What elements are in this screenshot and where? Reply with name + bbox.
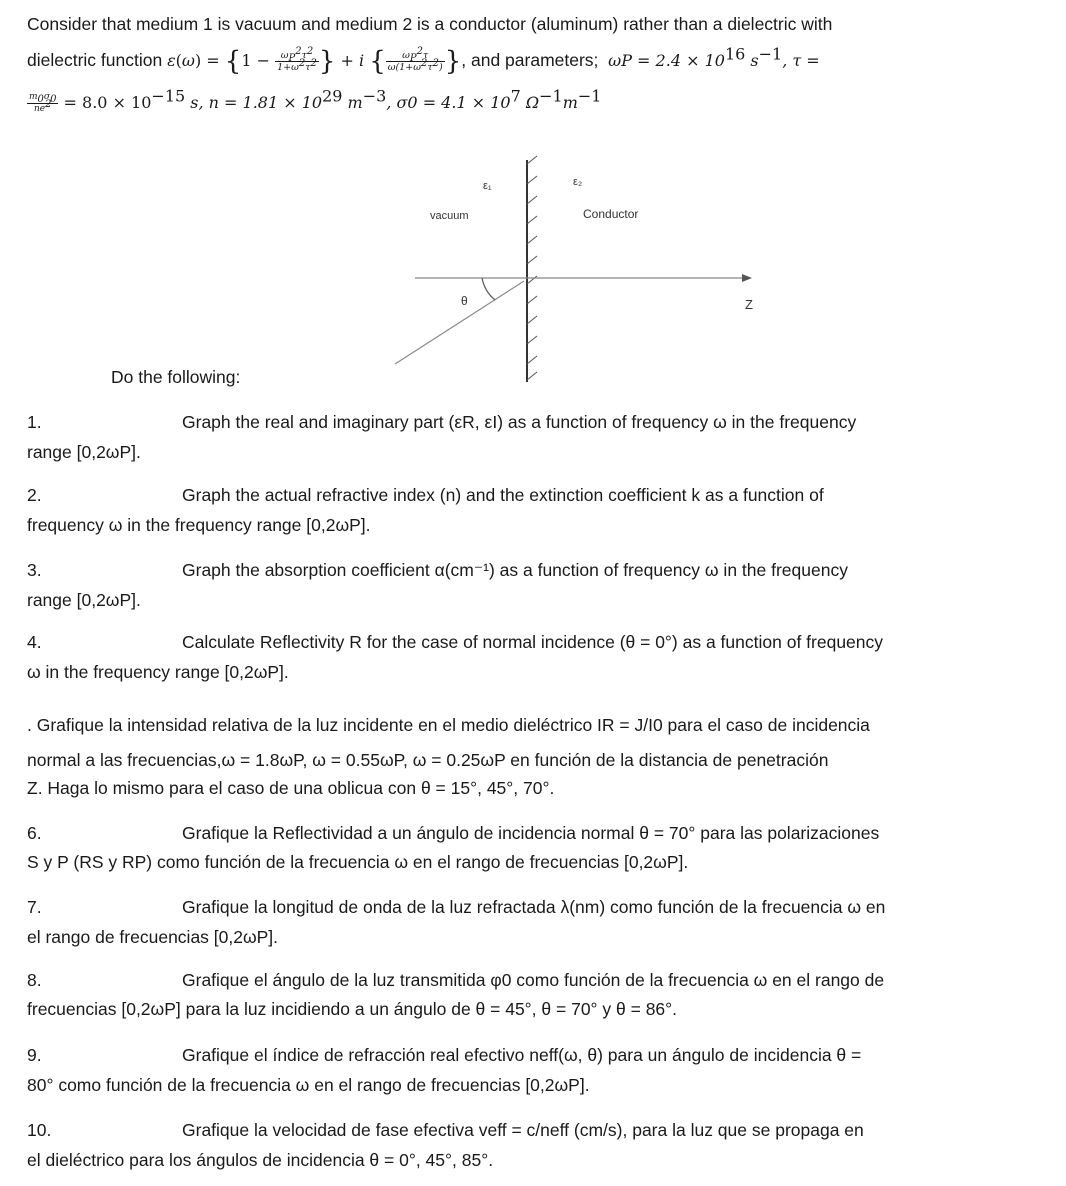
n-exp: 29	[322, 86, 343, 106]
item-4-line-2: ω in the frequency range [0,2ωP].	[27, 662, 289, 682]
omega-p-unit: s	[745, 51, 759, 71]
sigma-unit-exp: −1	[539, 86, 563, 106]
z-axis-label: Z	[745, 297, 753, 312]
item-5-line-1: . Grafique la intensidad relativa de la luz incidente en el medio dieléctrico IR = J/I0 para el caso de incidencia	[27, 715, 870, 735]
boundary-hatching	[527, 156, 537, 380]
item-2-number: 2.	[27, 485, 42, 505]
item-4-number: 4.	[27, 632, 42, 652]
intro-dielectric-label: dielectric function	[27, 50, 168, 71]
sigma-unit2-exp: −1	[577, 86, 602, 106]
item-5-line-2: normal a las frecuencias,ω = 1.8ωP, ω = 0.55ωP, ω = 0.25ωP en función de la distancia de penetración	[27, 750, 829, 770]
theta-label: θ	[461, 294, 468, 308]
item-10-line-1: Grafique la velocidad de fase efectiva veff = c/neff (cm/s), para la luz que se propaga en	[182, 1120, 864, 1140]
item-9-line-2: 80° como función de la frecuencia ω en el rango de frecuencias [0,2ωP].	[27, 1075, 590, 1095]
eps2-label: ε₂	[573, 176, 583, 188]
sigma-unit2: m	[562, 93, 578, 113]
item-3-number: 3.	[27, 560, 42, 580]
item-8-number: 8.	[27, 970, 42, 990]
item-3-line-1: Graph the absorption coefficient α(cm⁻¹) as a function of frequency ω in the frequency	[182, 560, 848, 580]
item-4-line-1: Calculate Reflectivity R for the case of normal incidence (θ = 0°) as a function of frequency	[182, 632, 884, 652]
tau-exp: −15	[151, 86, 186, 106]
item-3-line-2: range [0,2ωP].	[27, 590, 141, 610]
intro-line-2: dielectric function ε(ω) = {1 − $\frac{\omega_P^2\tau^2}{1+\omega^2\tau^2}$ } + i { $\frac{\omega_P^2\tau}{\omega(1+\omega^2\tau^2)}$ }, and parameters; $\omega P = 2.4 \times 10^{16}$ $s^{-1}$, τ =	[27, 44, 820, 77]
n-value: s, n = 1.81 × 10	[185, 93, 323, 113]
item-2-line-1: Graph the actual refractive index (n) and the extinction coefficient k as a function of	[182, 485, 824, 505]
item-10-line-2: el dieléctrico para los ángulos de incidencia θ = 0°, 45°, 85°.	[27, 1150, 494, 1170]
item-1-line-1: Graph the real and imaginary part (εR, εI) as a function of frequency ω in the frequency	[182, 412, 857, 432]
tau-value: = 8.0 × 10	[58, 93, 152, 113]
item-6-line-2: S y P (RS y RP) como función de la frecuencia ω en el rango de frecuencias [0,2ωP].	[27, 852, 689, 872]
sigma-exp: 7	[510, 86, 521, 106]
do-following-label: Do the following:	[111, 367, 241, 387]
sigma-unit: Ω	[520, 93, 540, 113]
eps1-label: ε₁	[483, 180, 492, 192]
conductor-label: Conductor	[583, 207, 639, 221]
intro-line-3: $\frac{m_0\sigma_0}{ne^2}$ = $8.0 \times 10^{-15}$ s, $n = 1.81 \times 10^{29}$ $m^{-3}$, $\sigma 0 = 4.1 \times 10^7$ $\Omega^{-1}m^{-1}$	[29, 86, 602, 114]
item-6-number: 6.	[27, 823, 42, 843]
item-7-line-1: Grafique la longitud de onda de la luz refractada λ(nm) como función de la frecuencia ω en	[182, 897, 886, 917]
item-1-line-2: range [0,2ωP].	[27, 442, 141, 462]
item-2-line-2: frequency ω in the frequency range [0,2ωP].	[27, 515, 371, 535]
item-9-line-1: Grafique el índice de refracción real efectivo neff(ω, θ) para un ángulo de incidencia θ =	[182, 1045, 862, 1065]
intro-params-label: , and parameters;	[461, 50, 599, 71]
item-6-line-1: Grafique la Reflectividad a un ángulo de incidencia normal θ = 70° para las polarizaciones	[182, 823, 880, 843]
omega-p-value: ωP = 2.4 × 10	[608, 51, 725, 71]
omega-p-exp: 16	[724, 44, 746, 64]
vacuum-label: vacuum	[430, 210, 469, 222]
item-8-line-2: frecuencias [0,2ωP] para la luz incidiendo a un ángulo de θ = 45°, θ = 70° y θ = 86°.	[27, 999, 678, 1019]
item-7-line-2: el rango de frecuencias [0,2ωP].	[27, 927, 279, 947]
item-10-number: 10.	[27, 1120, 52, 1140]
sigma-value: , σ0 = 4.1 × 10	[386, 93, 511, 113]
item-9-number: 9.	[27, 1045, 42, 1065]
n-unit-exp: −3	[362, 86, 387, 106]
omega-p-unit-exp: −1	[758, 44, 783, 64]
incident-ray	[395, 281, 524, 364]
item-5-line-3: Z. Haga lo mismo para el caso de una oblicua con θ = 15°, 45°, 70°.	[27, 778, 555, 798]
intro-line-1: Consider that medium 1 is vacuum and medium 2 is a conductor (aluminum) rather than a dielectric with	[27, 14, 833, 34]
z-axis-arrow	[742, 274, 752, 282]
item-8-line-1: Grafique el ángulo de la luz transmitida φ0 como función de la frecuencia ω en el rango de	[182, 970, 885, 990]
item-7-number: 7.	[27, 897, 42, 917]
angle-arc	[482, 278, 495, 300]
interface-diagram	[390, 152, 810, 392]
item-1-number: 1.	[27, 412, 42, 432]
tau-label: , τ =	[782, 51, 820, 71]
n-unit: m	[342, 93, 363, 113]
